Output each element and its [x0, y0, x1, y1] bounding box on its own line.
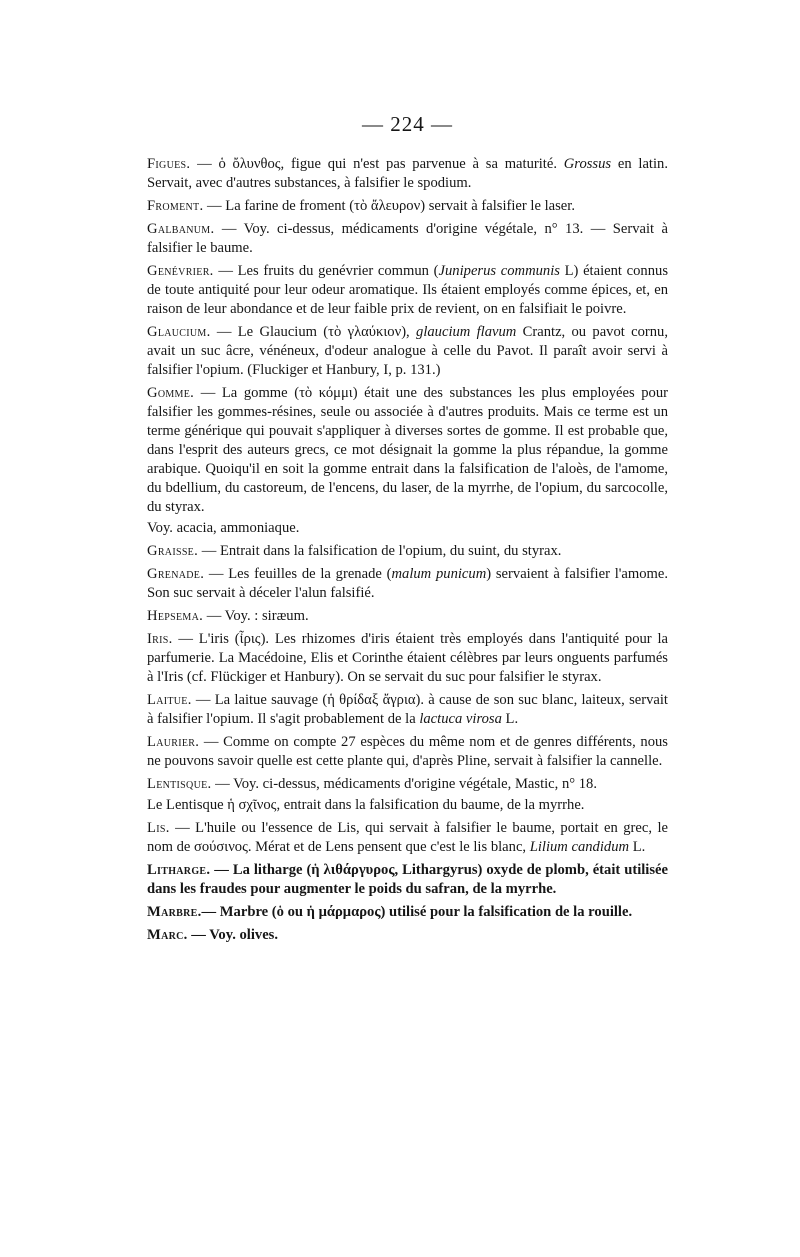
- entry-lis: Lis. — L'huile ou l'essence de Lis, qui servait à falsifier le baume, portait en grec, le nom de σούσινος. Mérat et de Lens pensent que c'est le lis blanc, Lilium candidum L.: [147, 820, 668, 855]
- entry-laurier: Laurier. — Comme on compte 27 espèces du même nom et de genres différents, nous ne pouvons savoir quelle est cette plante qui, d'après Pline, servait à falsifier la cannelle.: [147, 734, 668, 769]
- entry-head: Lis.: [147, 820, 170, 836]
- entry-head: Graisse.: [147, 543, 199, 559]
- entry-gomme-see-also: Voy. acacia, ammoniaque.: [147, 520, 300, 536]
- entry-head: Galbanum.: [147, 221, 215, 237]
- page-number: — 224 —: [362, 112, 453, 136]
- entry-head: Litharge.: [147, 862, 211, 878]
- entry-gomme: Gomme. — La gomme (τὸ κόμμι) était une des substances les plus employées pour falsifier les gommes-résines, seule ou associée à d'autres produits. Mais ce terme est un terme générique qui pouvait s'appliquer à diverses sortes de gomme. Il est probable que, dans l'esprit des auteurs grecs, ce mot désignait la gomme la plus répandue, la gomme arabique. Quoiqu'il en soit la gomme entrait dans la falsification de l'aloès, de l'amome, du bdellium, du castoreum, de l'encens, du laser, de la myrrhe, de l'opium, du sarcocolle, du styrax.: [147, 385, 668, 515]
- entry-grenade: Grenade. — Les feuilles de la grenade (malum punicum) servaient à falsifier l'amome. Son suc servait à déceler l'alun falsifié.: [147, 566, 668, 601]
- entry-marc: Marc. — Voy. olives.: [147, 927, 279, 943]
- entry-genevrier: Genévrier. — Les fruits du genévrier commun (Juniperus communis L) étaient connus de toute antiquité pour leur odeur aromatique. Ils étaient employés comme épices, et, en raison de leur abondance et de leur faible prix de revient, on en falsifiait le poivre.: [147, 263, 668, 317]
- entry-head: Hepsema.: [147, 608, 204, 624]
- entry-litharge: Litharge. — La litharge (ἡ λιθάργυρος, Lithargyrus) oxyde de plomb, était utilisée dans les fraudes pour augmenter le poids du safran, de la myrrhe.: [147, 862, 668, 897]
- entry-head: Marc.: [147, 927, 188, 943]
- glossary-entries: [147, 155, 668, 949]
- entry-head: Iris.: [147, 631, 173, 647]
- entry-figues: Figues. — ὁ ὄλυνθος, figue qui n'est pas parvenue à sa maturité. Grossus en latin. Servait, avec d'autres substances, à falsifier le spodium.: [147, 156, 668, 191]
- entry-head: Marbre.: [147, 904, 202, 920]
- entry-head: Froment.: [147, 198, 204, 214]
- entry-head: Grenade.: [147, 566, 205, 582]
- entry-glaucium: Glaucium. — Le Glaucium (τὸ γλαύκιον), glaucium flavum Crantz, ou pavot cornu, avait un suc âcre, vénéneux, d'odeur analogue à celle du Pavot. Il paraît avoir servi à falsifier l'opium. (Fluckiger et Hanbury, I, p. 131.): [147, 324, 669, 378]
- entry-froment: Froment. — La farine de froment (τὸ ἄλευρον) servait à falsifier le laser.: [147, 198, 575, 214]
- entry-lentisque-detail: Le Lentisque ἡ σχῖνος, entrait dans la falsification du baume, de la myrrhe.: [147, 797, 585, 813]
- entry-head: Laurier.: [147, 734, 200, 750]
- entry-head: Laitue.: [147, 692, 192, 708]
- entry-iris: Iris. — L'iris (ἶρις). Les rhizomes d'iris étaient très employés dans l'antiquité pour la parfumerie. La Macédoine, Elis et Corinthe étaient célèbres par leurs onguents parfumés à l'Iris (cf. Flückiger et Hanbury). On se servait du suc pour falsifier le styrax.: [147, 631, 668, 685]
- entry-head: Lentisque.: [147, 776, 212, 792]
- entry-head: Glaucium.: [147, 324, 211, 340]
- document-page: [147, 0, 668, 1257]
- entry-galbanum: Galbanum. — Voy. ci-dessus, médicaments d'origine végétale, n° 13. — Servait à falsifier le baume.: [147, 221, 668, 256]
- entry-lentisque: Lentisque. — Voy. ci-dessus, médicaments d'origine végétale, Mastic, n° 18.: [147, 776, 597, 792]
- entry-head: Figues.: [147, 156, 191, 172]
- entry-hepsema: Hepsema. — Voy. : siræum.: [147, 608, 309, 624]
- entry-head: Genévrier.: [147, 263, 214, 279]
- entry-marbre: Marbre.— Marbre (ὁ ou ἡ μάρμαρος) utilisé pour la falsification de la rouille.: [147, 904, 633, 920]
- entry-head: Gomme.: [147, 385, 195, 401]
- entry-laitue: Laitue. — La laitue sauvage (ἡ θρίδαξ ἄγρια). à cause de son suc blanc, laiteux, servait à falsifier l'opium. Il s'agit probablement de la lactuca virosa L.: [147, 692, 668, 727]
- entry-graisse: Graisse. — Entrait dans la falsification de l'opium, du suint, du styrax.: [147, 543, 562, 559]
